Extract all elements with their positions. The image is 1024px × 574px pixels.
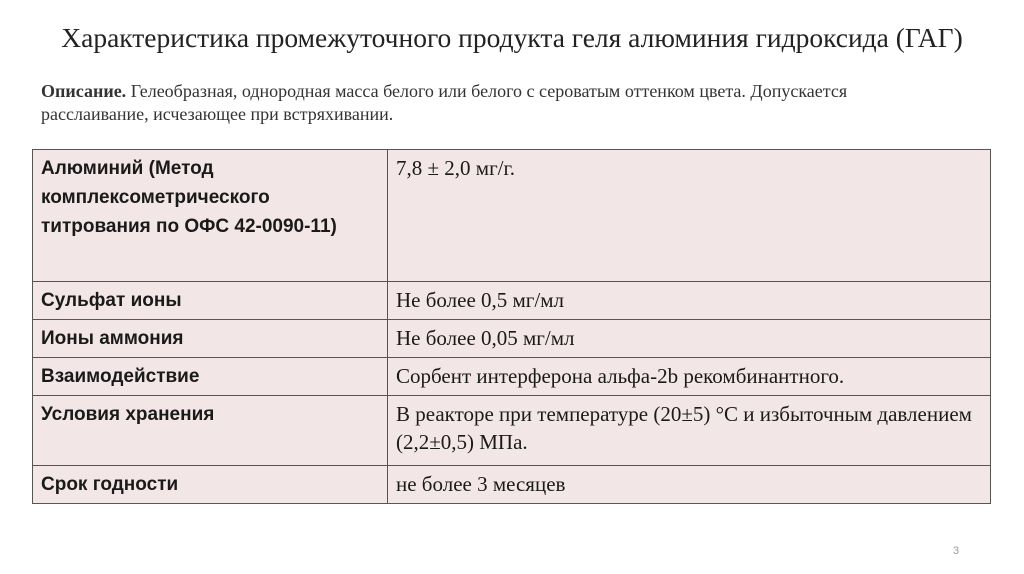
slide-title: Характеристика промежуточного продукта геля алюминия гидроксида (ГАГ)	[61, 22, 963, 53]
value-cell: Не более 0,05 мг/мл	[388, 320, 991, 358]
parameter-cell: Алюминий (Метод комплексометрического титрования по ОФС 42-0090-11)	[33, 150, 388, 282]
table-row	[33, 150, 991, 282]
table-row	[33, 396, 991, 466]
table-row	[33, 320, 991, 358]
value-cell: не более 3 месяцев	[388, 466, 991, 504]
parameter-cell: Условия хранения	[33, 396, 388, 466]
value-cell: 7,8 ± 2,0 мг/г.	[388, 150, 991, 282]
table-row	[33, 358, 991, 396]
value-cell: Сорбент интерферона альфа-2b рекомбинантного.	[388, 358, 991, 396]
parameter-cell: Срок годности	[33, 466, 388, 504]
page-number: 3	[953, 545, 960, 557]
parameter-cell: Взаимодействие	[33, 358, 388, 396]
table-row	[33, 466, 991, 504]
description	[41, 80, 941, 126]
description-label: Описание.	[41, 81, 127, 101]
specification-table	[32, 149, 991, 504]
value-cell: Не более 0,5 мг/мл	[388, 282, 991, 320]
parameter-cell: Ионы аммония	[33, 320, 388, 358]
table-row	[33, 282, 991, 320]
value-cell: В реакторе при температуре (20±5) °С и избыточным давлением (2,2±0,5) МПа.	[388, 396, 991, 466]
parameter-cell: Сульфат ионы	[33, 282, 388, 320]
description-text: Гелеобразная, однородная масса белого или белого с сероватым оттенком цвета. Допускается расслаивание, исчезающее при встряхивании.	[41, 81, 848, 124]
